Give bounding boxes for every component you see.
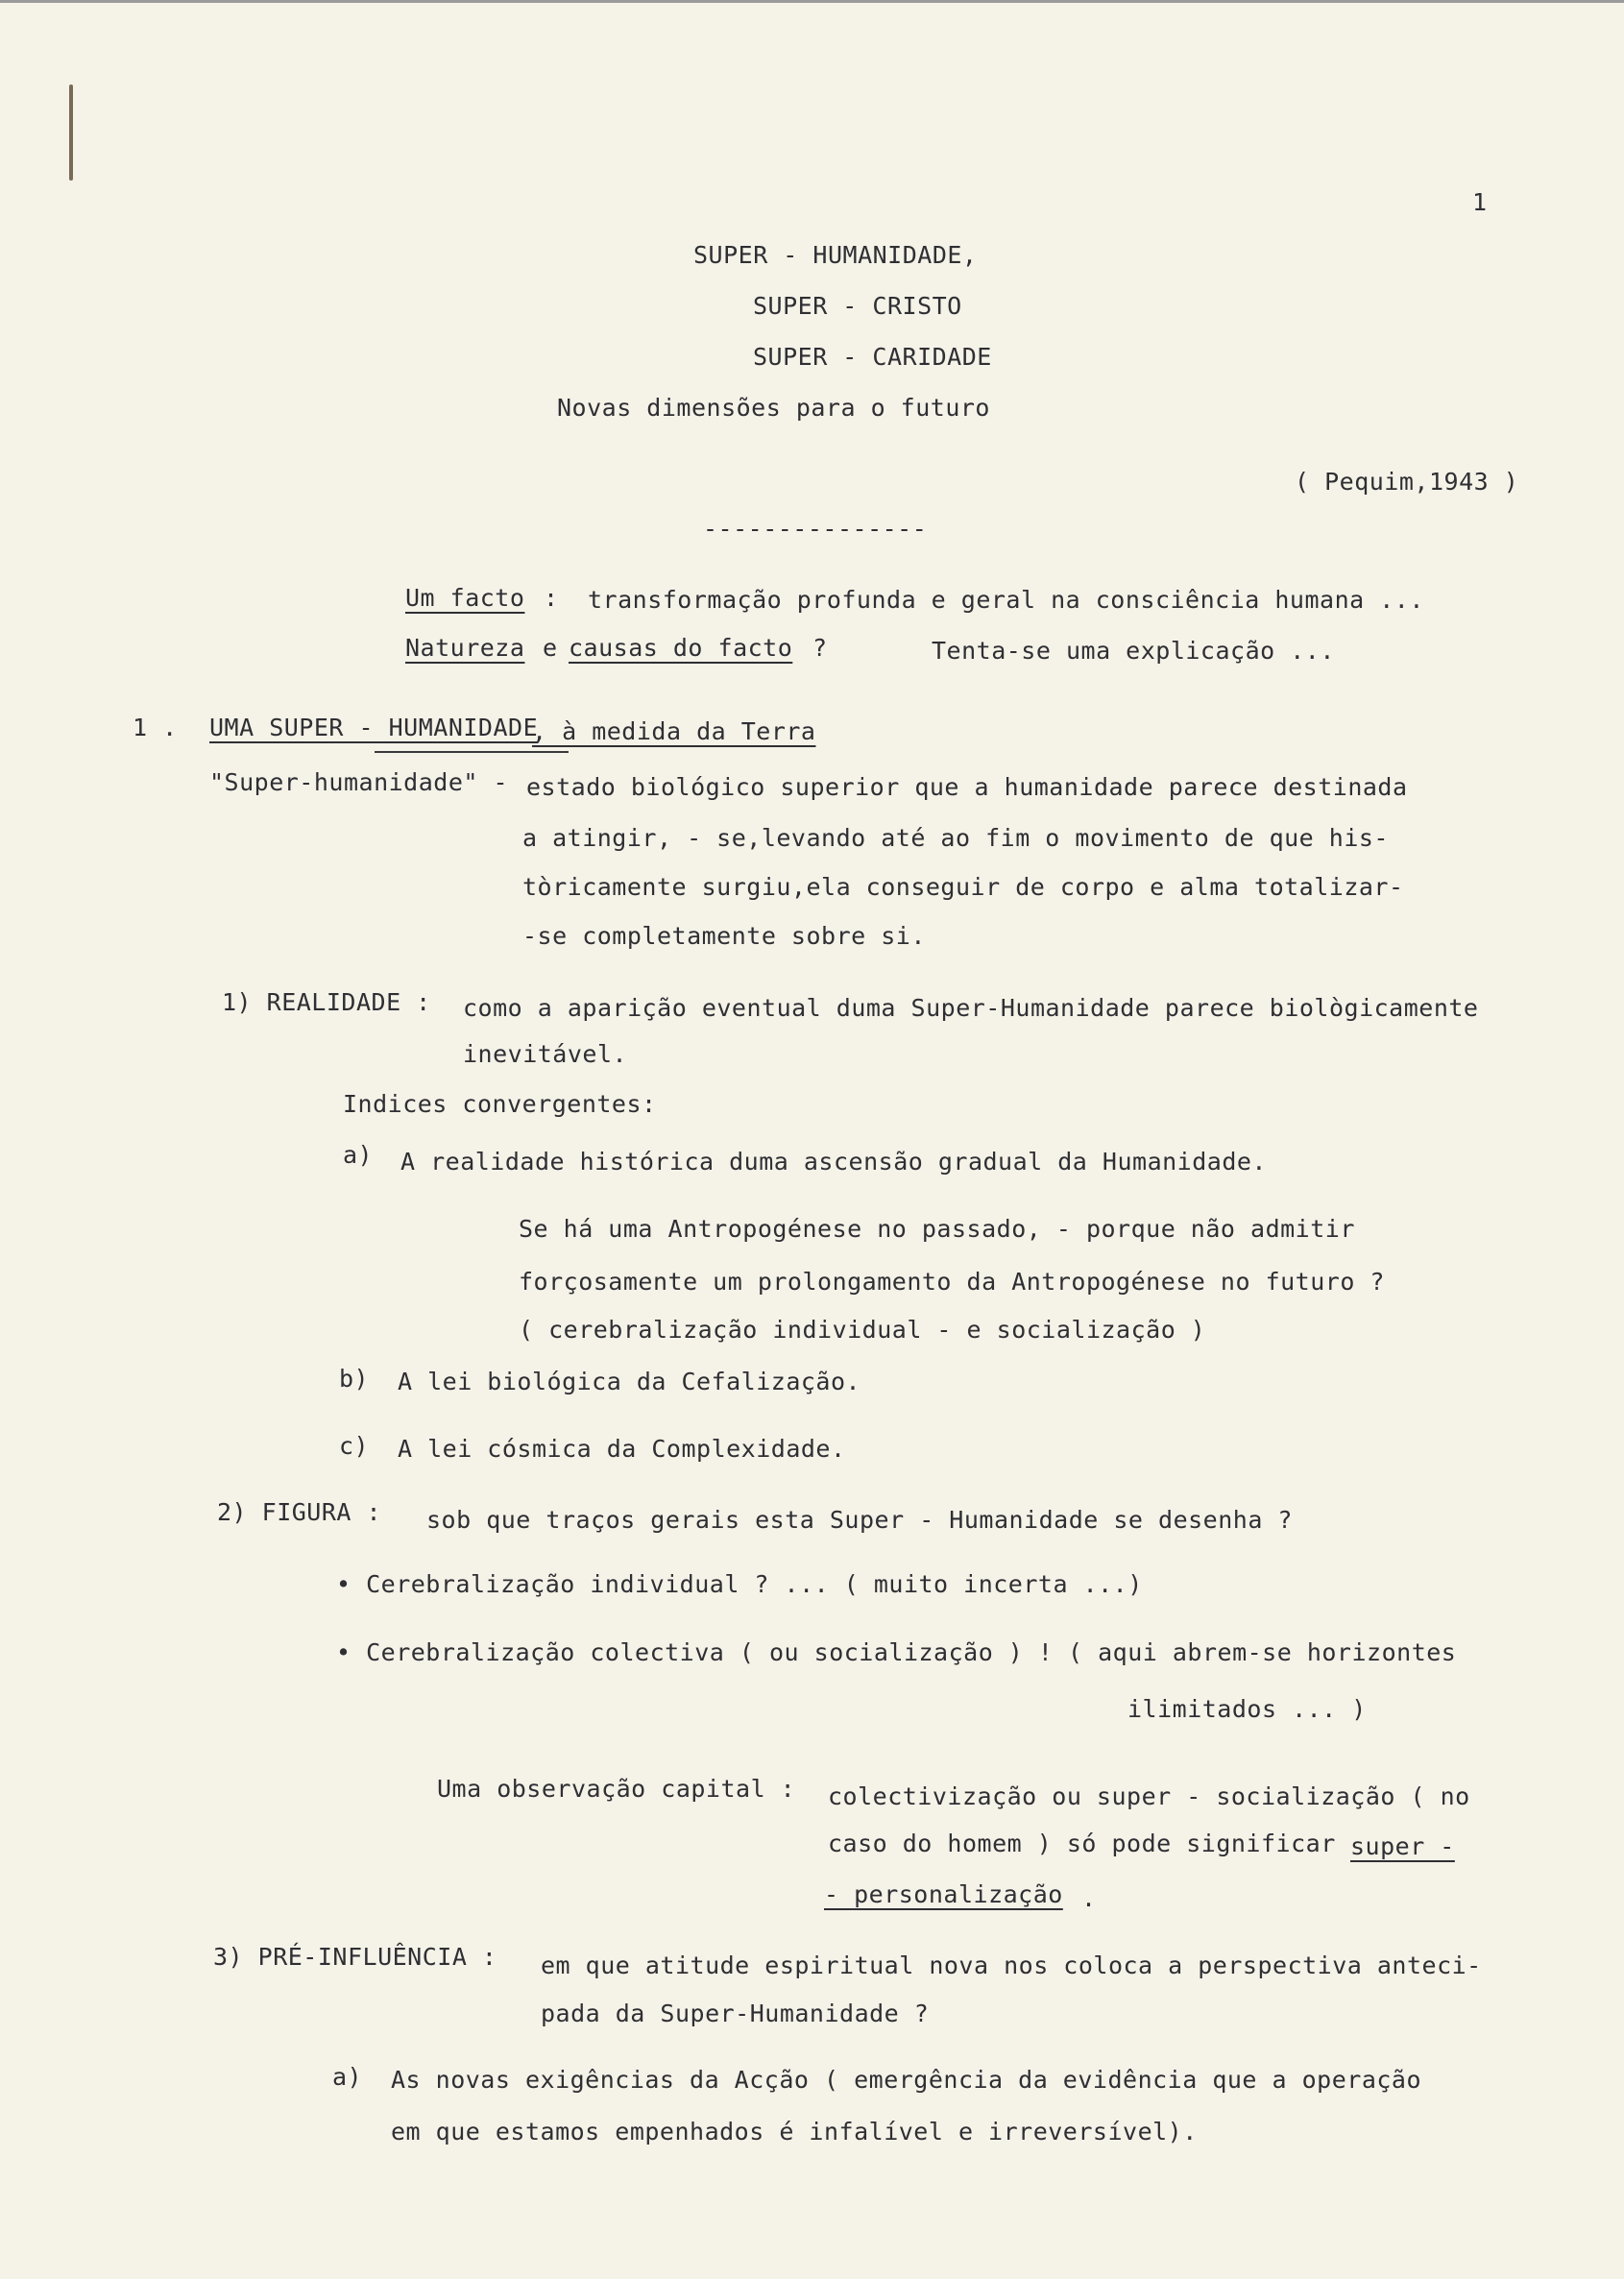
place-date: ( Pequim,1943 ) <box>1295 468 1519 496</box>
intro-label-nature: Natureza <box>405 634 525 662</box>
observation-line-3-tail: . <box>1081 1884 1097 1912</box>
realidade-line-1: como a aparição eventual duma Super-Humanidade parece biològicamente <box>463 994 1479 1022</box>
intro-label-causes: causas do facto <box>569 634 793 662</box>
item-a-sub-2: forçosamente um prolongamento da Antropogénese no futuro ? <box>519 1268 1385 1296</box>
realidade-label: 1) REALIDADE : <box>222 988 431 1016</box>
figura-bullet-2-cont: ilimitados ... ) <box>1127 1695 1367 1723</box>
item-c-marker: c) <box>339 1432 370 1460</box>
intro-label-fact: Um facto <box>405 584 525 612</box>
section-1-heading-tail: , à medida da Terra <box>532 717 816 745</box>
definition-line-3: tòricamente surgiu,ela conseguir de corpo e alma totalizar- <box>522 873 1404 901</box>
title-line-3: SUPER - CARIDADE <box>753 343 992 371</box>
observation-line-2b: super - <box>1350 1832 1455 1860</box>
item-a-sub-1: Se há uma Antropogénese no passado, - porque não admitir <box>519 1215 1355 1243</box>
title-line-1: SUPER - HUMANIDADE, <box>693 241 978 269</box>
staple-mark <box>69 85 73 181</box>
subtitle: Novas dimensões para o futuro <box>557 394 990 422</box>
observation-line-3: - personalização <box>824 1880 1063 1908</box>
preinfluencia-a-line-1: As novas exigências da Acção ( emergência da evidência que a operação <box>391 2066 1422 2094</box>
preinfluencia-line-2: pada da Super-Humanidade ? <box>541 2000 930 2027</box>
definition-line-1: estado biológico superior que a humanidade parece destinada <box>526 773 1408 801</box>
section-1-number: 1 . <box>133 714 178 741</box>
intro-colon: : <box>544 584 559 612</box>
observation-line-1: colectivização ou super - socialização ( no <box>828 1782 1470 1810</box>
intro-line-1: transformação profunda e geral na consciência humana ... <box>588 586 1424 614</box>
preinfluencia-label: 3) PRÉ-INFLUÊNCIA : <box>213 1943 497 1971</box>
section-1-heading: UMA SUPER - HUMANIDADE <box>209 714 539 741</box>
observation-label: Uma observação capital : <box>437 1775 796 1803</box>
preinfluencia-a-line-2: em que estamos empenhados é infalível e irreversível). <box>391 2118 1198 2146</box>
separator: --------------- <box>703 515 928 543</box>
realidade-line-2: inevitável. <box>463 1040 628 1068</box>
figura-bullet-1: • Cerebralização individual ? ... ( muito incerta ...) <box>336 1570 1143 1598</box>
heading-double-underline <box>375 751 569 753</box>
observation-line-2a: caso do homem ) só pode significar <box>828 1830 1336 1857</box>
item-b-text: A lei biológica da Cefalização. <box>398 1368 861 1395</box>
definition-line-4: -se completamente sobre si. <box>522 922 926 950</box>
item-c-text: A lei cósmica da Complexidade. <box>398 1435 846 1463</box>
preinfluencia-line-1: em que atitude espiritual nova nos coloca a perspectiva anteci- <box>541 1952 1482 1979</box>
definition-line-2: a atingir, - se,levando até ao fim o movimento de que his- <box>522 824 1389 852</box>
title-line-2: SUPER - CRISTO <box>753 292 962 320</box>
item-a-marker: a) <box>343 1141 374 1169</box>
item-a-text: A realidade histórica duma ascensão gradual da Humanidade. <box>400 1148 1267 1176</box>
figura-question: sob que traços gerais esta Super - Humanidade se desenha ? <box>426 1506 1293 1534</box>
item-b-marker: b) <box>339 1365 370 1393</box>
intro-line-2: Tenta-se uma explicação ... <box>932 637 1335 665</box>
intro-question-mark: ? <box>812 634 828 662</box>
indices-heading: Indices convergentes: <box>343 1090 657 1118</box>
intro-and: e <box>543 634 558 662</box>
figura-bullet-2: • Cerebralização colectiva ( ou socialização ) ! ( aqui abrem-se horizontes <box>336 1638 1457 1666</box>
item-a-sub-3: ( cerebralização individual - e socialização ) <box>519 1316 1206 1344</box>
page-number: 1 <box>1472 188 1488 216</box>
definition-term: "Super-humanidade" - <box>209 768 509 796</box>
figura-label: 2) FIGURA : <box>217 1498 382 1526</box>
preinfluencia-a-marker: a) <box>332 2063 363 2091</box>
